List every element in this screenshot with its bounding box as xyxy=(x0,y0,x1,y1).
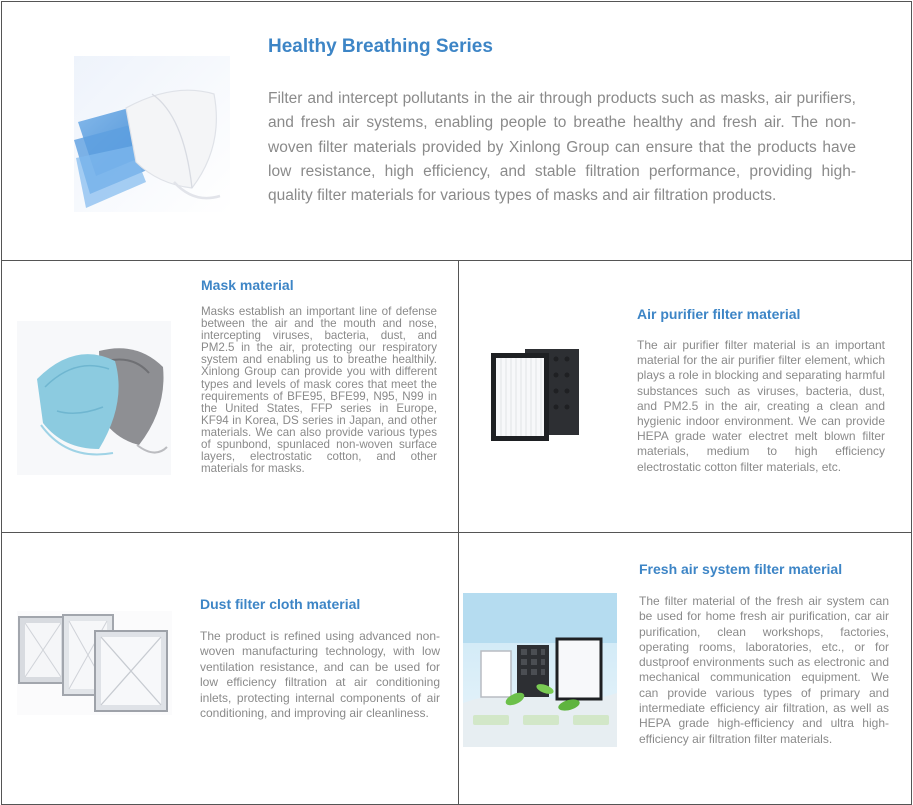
mask-material-title: Mask material xyxy=(201,277,294,293)
air-purifier-title: Air purifier filter material xyxy=(637,306,801,322)
air-purifier-filter-image xyxy=(489,345,583,445)
mask-material-card xyxy=(1,260,459,533)
series-description: Filter and intercept pollutants in the air through products such as masks, air purifiers, and fresh air systems, enabling people to breathe healthy and fresh air. The non-woven filter materials provided by Xinlong Group can ensure that the products have low resistance, high efficiency, and stable filtration performance, providing high-quality filter materials for various types of masks and air filtration products. xyxy=(268,90,856,205)
fresh-air-title: Fresh air system filter material xyxy=(639,561,843,577)
fresh-air-filter-image xyxy=(463,593,617,747)
series-title: Healthy Breathing Series xyxy=(268,36,493,57)
fresh-air-text: The filter material of the fresh air system can be used for home fresh air purification, car air purification, clean workshops, factories, operating rooms, laboratories, etc., or for dustproof environments such as electronic and mechanical communication equipment. We can provide various types of primary and intermediate efficiency air filtration, as well as HEPA grade high-efficiency and ultra high-efficiency air filtration filter materials. xyxy=(639,594,889,746)
mask-material-text: Masks establish an important line of defense between the air and the mouth and nose, intercepting viruses, bacteria, dust, and PM2.5 in the air, protecting our respiratory system and enabling us to breathe healthily. Xinlong Group can provide you with different types and levels of mask cores that meet the requirements of BFE95, BFE99, N95, N99 in the United States, FFP series in Europe, KF94 in Korea, DS series in Japan, and other materials. We can also provide various types of spunbond, spunlaced non-woven surface layers, electrostatic cotton, and other materials for masks. xyxy=(201,305,437,476)
air-purifier-card xyxy=(458,260,912,533)
mask-image xyxy=(17,321,171,475)
dust-filter-title: Dust filter cloth material xyxy=(200,596,361,612)
dust-filter-card xyxy=(1,532,459,805)
healthy-breathing-panel xyxy=(1,1,912,261)
dust-filter-text: The product is refined using advanced non-woven manufacturing technology, with low ventilation resistance, and can be used for low efficiency filtration at air conditioning inlets, protecting internal components of air conditioning, and improving air cleanliness. xyxy=(200,629,440,721)
masks-image xyxy=(74,56,230,212)
dust-filter-image xyxy=(17,611,172,715)
air-purifier-text: The air purifier filter material is an important material for the air purifier filter element, which plays a role in blocking and separating harmful substances such as viruses, bacteria, dust, and PM2.5 in the air, creating a clean and hygienic indoor environment. We can provide HEPA grade water electret melt blown filter materials, medium to high efficiency electrostatic cotton filter materials, etc. xyxy=(637,338,885,474)
fresh-air-card xyxy=(458,532,912,805)
